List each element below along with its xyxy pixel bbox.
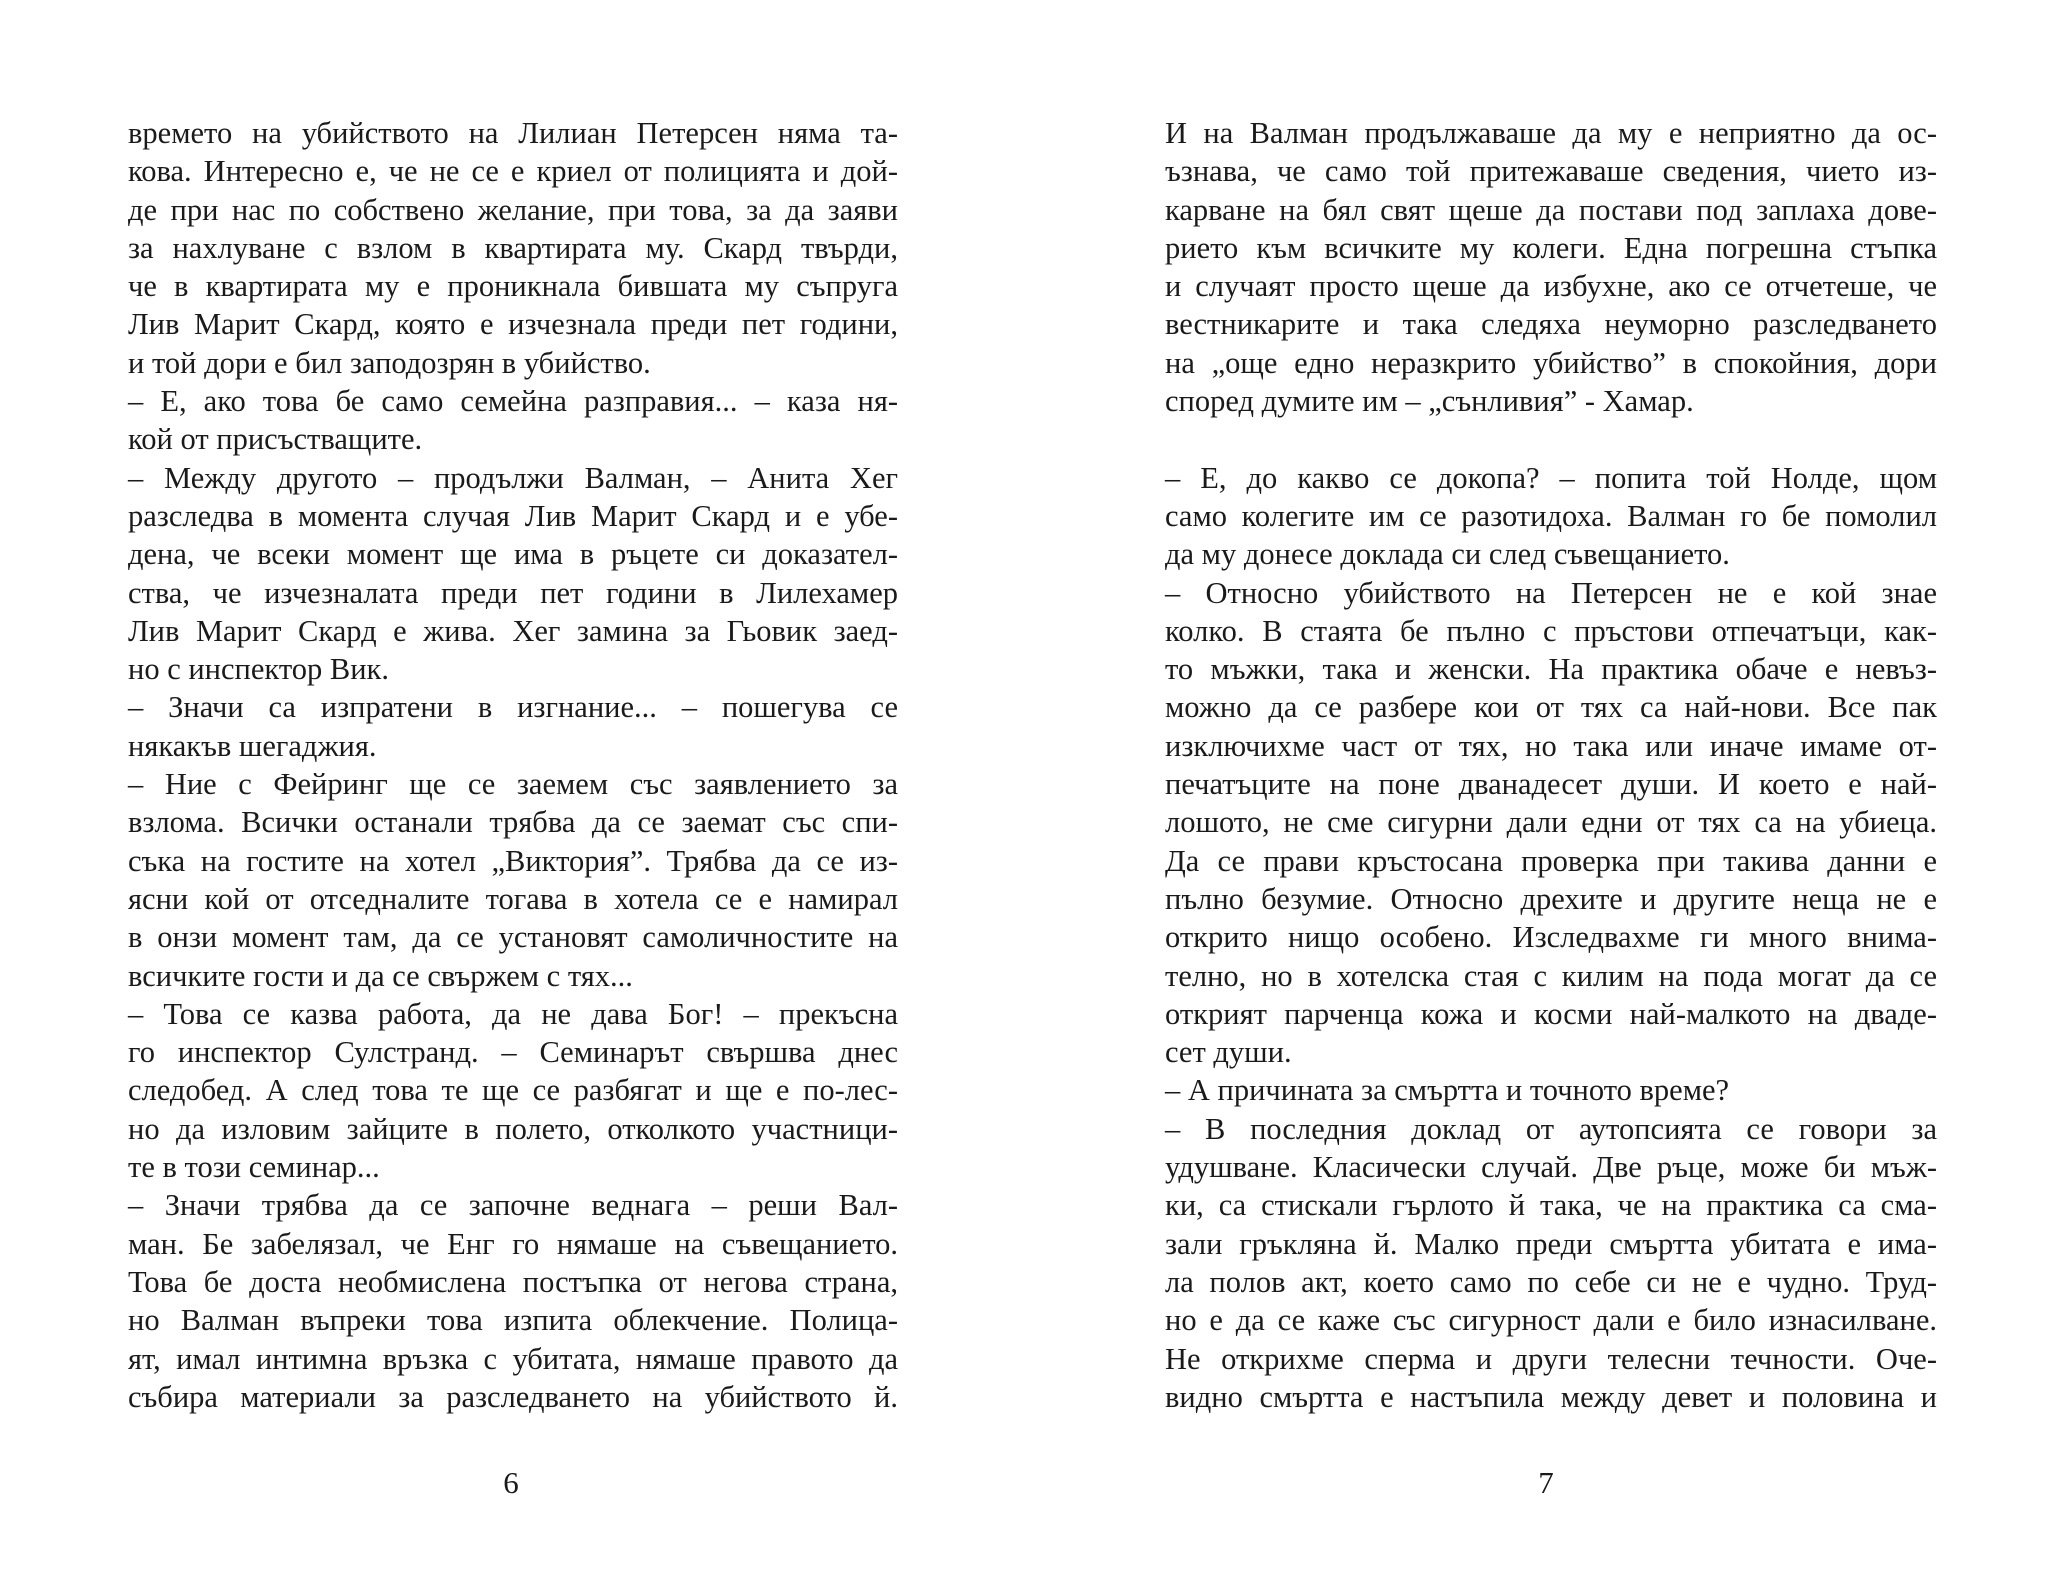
text-line: печатъците на поне дванадесет души. И което е най- — [1165, 767, 1937, 802]
text-line: разследва в момента случая Лив Марит Скард и е убе- — [128, 498, 898, 533]
text-line: Това бе доста необмислена постъпка от негова страна, — [128, 1264, 898, 1299]
text-line: можно да се разбере кои от тях са най-нови. Все пак — [1165, 690, 1937, 725]
text-line: ла полов акт, което само по себе си не е чудно. Труд- — [1165, 1264, 1937, 1299]
page-number-left: 6 — [503, 1465, 519, 1500]
text-line: Не открихме сперма и други телесни течности. Оче- — [1165, 1341, 1937, 1376]
text-line: за нахлуване с взлом в квартирата му. Скард твърди, — [128, 230, 898, 265]
text-line: и случаят просто щеше да избухне, ако се отчетеше, че — [1165, 269, 1937, 304]
text-line: – Това се казва работа, да не дава Бог! – прекъсна — [128, 996, 898, 1031]
text-line: – Относно убийството на Петерсен не е кой знае — [1165, 575, 1937, 610]
text-line: ман. Бе забелязал, че Енг го нямаше на съвещанието. — [128, 1226, 898, 1261]
text-line: – Е, до какво се докопа? – попита той Нолде, щом — [1165, 460, 1937, 495]
text-line: зали гръкляна й. Малко преди смъртта убитата е има- — [1165, 1226, 1937, 1261]
text-line: то мъжки, така и женски. На практика обаче е невъз- — [1165, 652, 1937, 687]
text-line: но с инспектор Вик. — [128, 652, 389, 687]
text-line: Лив Марит Скард, която е изчезнала преди пет години, — [128, 307, 898, 342]
text-line: го инспектор Сулстранд. – Семинарът свършва днес — [128, 1035, 898, 1070]
text-line: удушване. Класически случай. Две ръце, може би мъж- — [1165, 1150, 1937, 1185]
page-number-right: 7 — [1538, 1465, 1554, 1500]
text-line: – В последния доклад от аутопсията се говори за — [1165, 1111, 1937, 1146]
text-line: – Е, ако това бе само семейна разправия... – каза ня- — [128, 384, 898, 419]
text-line: Да се прави кръстосана проверка при такива данни е — [1165, 843, 1937, 878]
text-line: на „още едно неразкрито убийство” в спокойния, дори — [1165, 345, 1937, 380]
right-page-text — [1165, 114, 1937, 1416]
text-line: де при нас по собствено желание, при това, за да заяви — [128, 192, 898, 227]
text-line: колко. В стаята бе пълно с пръстови отпечатъци, как- — [1165, 613, 1937, 648]
text-line: – Ние с Фейринг ще се заемем със заявлението за — [128, 767, 898, 802]
text-line: че в квартирата му е проникнала бившата му съпруга — [128, 269, 898, 304]
text-line: времето на убийството на Лилиан Петерсен няма та- — [128, 116, 898, 150]
text-line: но Валман въпреки това изпита облекчение. Полицa- — [128, 1303, 898, 1338]
text-line: дена, че всеки момент ще има в ръцете си доказател- — [128, 537, 898, 572]
text-line: всичките гости и да се свържем с тях... — [128, 958, 633, 993]
right-page — [1024, 0, 2048, 1575]
text-line: според думите им – „сънливия” - Хамар. — [1165, 384, 1694, 419]
text-line: но е да се каже със сигурност дали е било изнасилване. — [1165, 1303, 1937, 1338]
text-line: ят, имал интимна връзка с убитата, нямаше правото да — [128, 1341, 898, 1376]
text-line: събира материали за разследването на убийството й. — [128, 1379, 898, 1414]
text-line: – Между другото – продължи Валман, – Анита Хег — [128, 460, 898, 495]
text-line: те в този семинар... — [128, 1150, 380, 1185]
text-line: рието към всичките му колеги. Една погрешна стъпка — [1165, 230, 1937, 265]
text-line: кова. Интересно е, че не се е криел от полицията и дой- — [128, 154, 898, 189]
text-line: но да изловим зайците в полето, отколкото участници- — [128, 1111, 898, 1146]
text-line: лошото, не сме сигурни дали едни от тях са на убиеца. — [1165, 805, 1937, 840]
text-line: съка на гостите на хотел „Виктория”. Трябва да се из- — [128, 843, 898, 878]
left-page-text — [128, 114, 898, 1416]
text-line: изключихме част от тях, но така или иначе имаме от- — [1165, 728, 1937, 763]
text-line: телно, но в хотелска стая с килим на пода могат да се — [1165, 958, 1937, 993]
text-line: И на Валман продължаваше да му е неприятно да ос- — [1165, 116, 1937, 150]
text-line: някакъв шегаджия. — [128, 728, 377, 763]
text-line: Лив Марит Скард е жива. Хег замина за Гьовик заед- — [128, 613, 898, 648]
text-line: в онзи момент там, да се установят самоличностите на — [128, 920, 898, 955]
text-line: ъзнава, че само той притежаваше сведения, чието из- — [1165, 154, 1937, 189]
text-line: ки, са стискали гърлото й така, че на практика са сма- — [1165, 1188, 1937, 1223]
text-line: вестникарите и така следяха неуморно разследването — [1165, 307, 1937, 342]
text-line: кой от присъстващите. — [128, 422, 423, 457]
text-line: следобед. А след това те ще се разбягат и ще е по-лес- — [128, 1073, 898, 1108]
text-line: открито нищо особено. Изследвахме ги много внима- — [1165, 920, 1937, 955]
text-line: ясни кой от отседналите тогава в хотела се е намирал — [128, 881, 898, 916]
text-line: пълно безумие. Относно дрехите и другите неща не е — [1165, 881, 1937, 916]
text-line: да му донесе доклада си след съвещанието. — [1165, 537, 1730, 572]
text-line: видно смъртта е настъпила между девет и половина и — [1165, 1379, 1937, 1414]
text-line: взлома. Всички останали трябва да се заемат със спи- — [128, 805, 898, 840]
text-line — [1165, 420, 1937, 458]
text-line: ства, че изчезналата преди пет години в Лилехамер — [128, 575, 898, 610]
text-line: карване на бял свят щеше да постави под заплаха дове- — [1165, 192, 1937, 227]
text-line: и той дори е бил заподозрян в убийство. — [128, 345, 651, 380]
text-line: – Значи са изпратени в изгнание... – пошегува се — [128, 690, 898, 725]
text-line: – А причината за смъртта и точното време? — [1165, 1073, 1730, 1108]
text-line: открият парченца кожа и косми най-малкото на двадe- — [1165, 996, 1937, 1031]
text-line: сет души. — [1165, 1035, 1292, 1070]
text-line: – Значи трябва да се започне веднага – реши Вал- — [128, 1188, 898, 1223]
text-line: само колегите им се разотидоха. Валман го бе помолил — [1165, 498, 1937, 533]
